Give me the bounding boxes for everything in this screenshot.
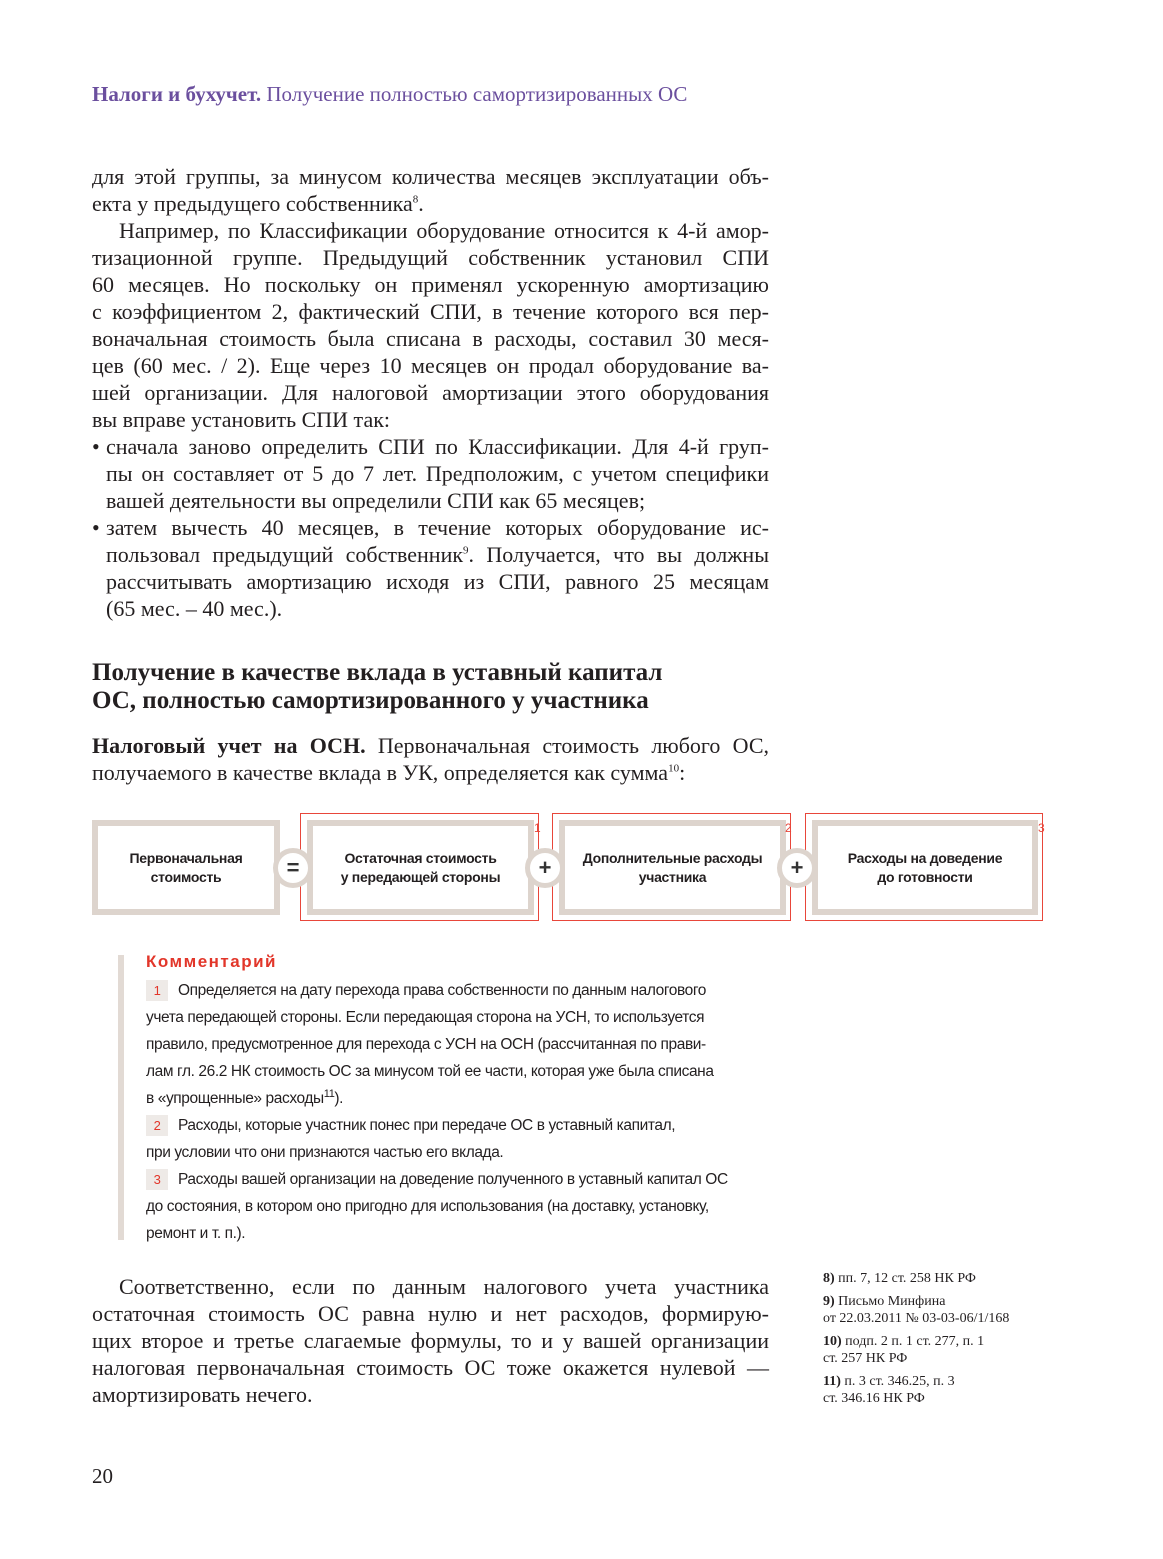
- text-line: [92, 541, 769, 568]
- term-box-3: [812, 820, 1038, 915]
- line-text: (65 мес. – 40 мес.).: [106, 596, 283, 621]
- comment-text: Расходы, которые участник понес при передаче ОС в уставный капитал,: [178, 1117, 676, 1134]
- footnote-text: подп. 2 п. 1 ст. 277, п. 1: [841, 1334, 985, 1349]
- comment-line: [146, 1058, 728, 1085]
- term-box-1: [307, 820, 534, 915]
- line-text: налоговая первоначальная стоимость ОС тоже окажется нулевой —: [92, 1355, 769, 1380]
- text-line: [92, 487, 769, 514]
- line-text: Соответственно, если по данным налогового учета участника: [119, 1274, 769, 1299]
- text-line: [92, 1273, 769, 1300]
- line-text: Например, по Классификации оборудование относится к 4-й амор-: [119, 218, 769, 243]
- line-text: пы он составляет от 5 до 7 лет. Предположим, с учетом специфики: [106, 461, 769, 486]
- line-text: амортизировать нечего.: [92, 1382, 313, 1407]
- footnote-text: пп. 7, 12 ст. 258 НК РФ: [834, 1271, 976, 1286]
- comment-body: [146, 977, 728, 1247]
- comment-number-badge: 1: [146, 980, 168, 1001]
- line-text: екта у предыдущего собственника: [92, 191, 413, 216]
- text-line: [92, 190, 769, 217]
- line-text: остаточная стоимость ОС равна нулю и нет расходов, формирую-: [92, 1301, 769, 1326]
- term-box-2: [559, 820, 786, 915]
- text-line: [92, 1354, 769, 1381]
- footnote: [823, 1333, 1053, 1367]
- footnote-ref: 11: [323, 1087, 335, 1100]
- header-section: Налоги и бухучет.: [92, 82, 262, 106]
- term-number: 2: [785, 821, 792, 835]
- plus-sign: +: [777, 848, 817, 888]
- osn-paragraph: [92, 732, 769, 786]
- text-line: [92, 732, 769, 759]
- running-header: [92, 82, 687, 107]
- line-text: :: [679, 760, 686, 785]
- line-text: щих второе и третье слагаемые формулы, то и у вашей организации: [92, 1328, 769, 1353]
- box-label: у передающей стороны: [340, 868, 501, 885]
- comment-line: [146, 1220, 728, 1247]
- text-line: [92, 595, 769, 622]
- line-text: получаемого в качестве вклада в УК, определяется как сумма: [92, 760, 669, 785]
- comment-text: правило, предусмотренное для перехода с УСН на ОСН (рассчитанная по прави-: [146, 1036, 706, 1053]
- footnote-ref: 8: [412, 193, 419, 206]
- footnote-number: 8): [823, 1271, 835, 1286]
- footnotes: [823, 1270, 1053, 1413]
- line-text: для этой группы, за минусом количества месяцев эксплуатации объ-: [92, 164, 769, 189]
- text-line: [92, 568, 769, 595]
- footnote-number: 10): [823, 1334, 842, 1349]
- text-line: [92, 271, 769, 298]
- text-line: [92, 1300, 769, 1327]
- text-line: [92, 759, 769, 786]
- line-text: шей организации. Для налоговой амортизации этого оборудования: [92, 380, 769, 405]
- footnote-ref: 9: [463, 544, 469, 557]
- line-text: вы вправе установить СПИ так:: [92, 407, 391, 432]
- line-text: цев (60 мес. / 2). Еще через 10 месяцев он продал оборудование ва-: [92, 353, 769, 378]
- text-line: [92, 379, 769, 406]
- line-text: сначала заново определить СПИ по Классификации. Для 4-й груп-: [106, 434, 769, 459]
- equals-sign: =: [273, 848, 313, 888]
- footnote: [823, 1270, 1053, 1287]
- comment-line: [146, 1193, 728, 1220]
- footnote: [823, 1293, 1053, 1327]
- text-line: [92, 298, 769, 325]
- footnote-text: ст. 346.16 НК РФ: [823, 1391, 925, 1406]
- text-line: [92, 1381, 769, 1408]
- comment-title: Комментарий: [146, 952, 277, 971]
- comment-number-badge: 2: [146, 1115, 168, 1136]
- comment-text: до состояния, в котором оно пригодно для использования (на доставку, установку,: [146, 1198, 709, 1215]
- text-line: [92, 460, 769, 487]
- comment-text: при условии что они признаются частью его вклада.: [146, 1144, 504, 1161]
- text-line: [92, 514, 769, 541]
- comment-line: [146, 1031, 728, 1058]
- comment-bar: [118, 955, 124, 1240]
- footnote-text: Письмо Минфина: [834, 1294, 946, 1309]
- text-line: [92, 406, 769, 433]
- comment-line: [146, 977, 728, 1004]
- comment-line: [146, 1139, 728, 1166]
- box-label: Первоначальная: [129, 849, 243, 866]
- line-text: .: [418, 191, 424, 216]
- intro-text: [92, 163, 769, 622]
- section-heading-line: ОС, полностью самортизированного у участника: [92, 687, 649, 714]
- text-line: [92, 244, 769, 271]
- box-label: до готовности: [877, 868, 973, 885]
- footnote-ref: 10: [668, 762, 680, 775]
- comment-text: ремонт и т. п.).: [146, 1225, 246, 1242]
- box-label: Остаточная стоимость: [344, 849, 497, 866]
- comment-line: [146, 1166, 728, 1193]
- footnote-text: от 22.03.2011 № 03-03-06/1/168: [823, 1311, 1010, 1326]
- text-line: [92, 433, 769, 460]
- text-line: [92, 217, 769, 244]
- plus-sign: +: [525, 848, 565, 888]
- header-title: Получение полностью самортизированных ОС: [266, 82, 688, 106]
- box-label: Расходы на доведение: [847, 849, 1003, 866]
- comment-line: [146, 1004, 728, 1031]
- line-text: пользовал предыдущий собственник: [106, 542, 464, 567]
- comment-text: ).: [334, 1090, 344, 1107]
- comment-line: [146, 1085, 728, 1112]
- comment-text: в «упрощенные» расходы: [146, 1090, 324, 1107]
- box-label: Дополнительные расходы: [582, 849, 763, 866]
- footnote-number: 9): [823, 1294, 835, 1309]
- comment-text: Определяется на дату перехода права собственности по данным налогового: [178, 982, 707, 999]
- footnote: [823, 1373, 1053, 1407]
- line-text: тизационной группе. Предыдущий собственник установил СПИ: [92, 245, 769, 270]
- line-text: с коэффициентом 2, фактический СПИ, в течение которого вся пер-: [92, 299, 769, 324]
- line-text: вашей деятельности вы определили СПИ как 65 месяцев;: [106, 488, 646, 513]
- text-line: [92, 1327, 769, 1354]
- formula-result-box: [92, 820, 280, 915]
- comment-text: учета передающей стороны. Если передающая сторона на УСН, то используется: [146, 1009, 705, 1026]
- term-number: 3: [1038, 821, 1045, 835]
- line-text: воначальная стоимость была списана в расходы, составил 30 меся-: [92, 326, 769, 351]
- section-heading-line: Получение в качестве вклада в уставный капитал: [92, 659, 663, 686]
- comment-text: лам гл. 26.2 НК стоимость ОС за минусом той ее части, которая уже была списана: [146, 1063, 714, 1080]
- page-number: 20: [92, 1464, 113, 1488]
- conclusion-paragraph: [92, 1273, 769, 1408]
- box-label: стоимость: [150, 868, 222, 885]
- line-text: 60 месяцев. Но поскольку он применял ускоренную амортизацию: [92, 272, 769, 297]
- term-number: 1: [534, 821, 541, 835]
- comment-text: Расходы вашей организации на доведение полученного в уставный капитал ОС: [178, 1171, 728, 1188]
- footnote-number: 11): [823, 1374, 841, 1389]
- text-line: [92, 352, 769, 379]
- section-heading: [92, 659, 662, 715]
- line-text: Первоначальная стоимость любого ОС,: [365, 733, 769, 758]
- footnote-text: п. 3 ст. 346.25, п. 3: [840, 1374, 955, 1389]
- comment-number-badge: 3: [146, 1169, 168, 1190]
- line-text: затем вычесть 40 месяцев, в течение которых оборудование ис-: [106, 515, 769, 540]
- footnote-text: ст. 257 НК РФ: [823, 1351, 908, 1366]
- bold-lead: Налоговый учет на ОСН.: [92, 733, 366, 758]
- line-text: рассчитывать амортизацию исходя из СПИ, равного 25 месяцам: [106, 569, 769, 594]
- text-line: [92, 163, 769, 190]
- box-label: участника: [638, 868, 707, 885]
- text-line: [92, 325, 769, 352]
- line-text: . Получается, что вы должны: [468, 542, 769, 567]
- comment-line: [146, 1112, 728, 1139]
